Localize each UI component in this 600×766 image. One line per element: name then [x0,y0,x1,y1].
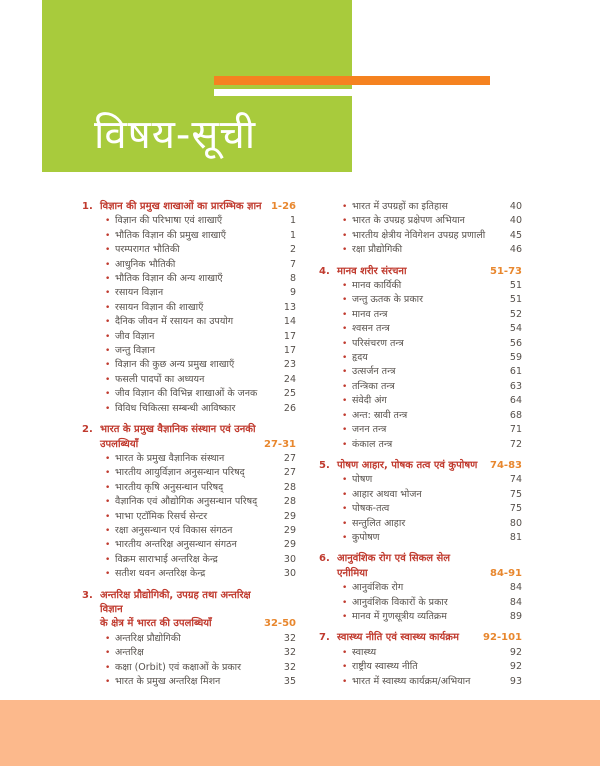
section-number: 1. [82,201,93,212]
toc-item [319,409,522,423]
toc-section [319,552,522,624]
section-heading [82,423,296,452]
bullet-icon: • [105,374,111,385]
section-page-range: 32-50 [264,618,296,630]
bullet-icon: • [342,489,348,500]
toc-item [319,279,522,293]
section-number: 5. [319,459,330,471]
toc-item [82,258,296,272]
item-label: तन्त्रिका तन्त्र [352,380,395,392]
toc-item [82,272,296,286]
page-title: विषय-सूची [94,112,257,158]
bullet-icon: • [342,475,348,486]
section-title [337,459,484,473]
item-page-number: 32 [283,661,296,673]
bullet-icon: • [105,346,111,357]
section-page-range: 84-91 [490,567,522,579]
item-label: स्वास्थ्य [352,646,377,658]
item-label: भारत में स्वास्थ्य कार्यक्रम/अभियान [352,675,471,687]
item-label: जीव विज्ञान [115,330,155,342]
bullet-icon: • [342,367,348,378]
section-title-line: स्वास्थ्य नीति एवं स्वास्थ्य कार्यक्रम [337,632,459,644]
item-label: अन्तरिक्ष प्रौद्योगिकी [115,632,181,644]
bullet-icon: • [342,647,348,658]
item-page-number: 75 [509,503,522,515]
item-page-number: 25 [283,388,296,400]
item-label: पोषक-तत्व [352,503,390,515]
section-page-range: 51-73 [490,265,522,277]
section-title [100,423,258,452]
toc-item [82,646,296,660]
item-page-number: 1 [289,215,296,227]
item-label: रक्षा अनुसन्धान एवं विकास संगठन [115,524,233,536]
toc-item [82,675,296,689]
item-label: रसायन विज्ञान [115,287,164,299]
bullet-icon: • [342,295,348,306]
item-label: सतीश धवन अन्तरिक्ष केन्द्र [115,568,206,580]
item-page-number: 68 [509,409,522,421]
item-page-number: 23 [283,359,296,371]
bullet-icon: • [105,360,111,371]
section-title [337,631,477,645]
item-page-number: 54 [509,323,522,335]
toc-item [319,322,522,336]
bullet-icon: • [105,245,111,256]
item-label: दैनिक जीवन में रसायन का उपयोग [115,316,234,328]
item-label: रक्षा प्रौद्योगिकी [352,244,403,256]
toc-item [319,517,522,531]
item-label: भारत के प्रमुख अन्तरिक्ष मिशन [115,676,221,687]
bullet-icon: • [105,389,111,400]
section-title-line: उपलब्धियाँ [100,438,139,450]
toc-section [319,459,522,545]
bullet-icon: • [105,216,111,227]
toc-item [82,538,296,552]
item-label: कंकाल तन्त्र [352,438,393,450]
item-label: हृदय [352,352,368,364]
toc-section [319,200,522,258]
bullet-icon: • [342,245,348,256]
item-label: श्वसन तन्त्र [352,323,390,335]
item-page-number: 26 [283,402,296,414]
item-page-number: 89 [509,610,522,622]
bullet-icon: • [105,403,111,414]
toc-item [319,308,522,322]
bullet-icon: • [105,540,111,551]
item-label: भारतीय कृषि अनुसन्धान परिषद् [115,481,224,493]
toc-item [319,502,522,516]
item-label: भाभा एटॉमिक रिसर्च सेन्टर [115,510,208,522]
white-accent-line [214,89,352,96]
item-page-number: 71 [509,424,522,436]
toc-item [319,243,522,257]
bullet-icon: • [342,425,348,436]
item-label: विज्ञान की परिभाषा एवं शाखाएँ [115,215,223,227]
item-page-number: 80 [509,517,522,529]
toc-item [82,387,296,401]
item-label: संवेदी अंग [352,395,387,407]
bullet-icon: • [105,662,111,673]
item-page-number: 17 [283,330,296,342]
bullet-icon: • [342,676,348,687]
bullet-icon: • [342,504,348,515]
toc-item [82,495,296,509]
header-green-block [42,0,352,172]
item-page-number: 30 [283,568,296,580]
item-label: भारतीय अन्तरिक्ष अनुसन्धान संगठन [115,539,237,551]
toc-item [319,365,522,379]
orange-accent-bar [214,76,490,85]
bullet-icon: • [105,230,111,241]
section-heading [319,552,522,581]
section-page-range: 92-101 [483,632,522,644]
toc-item [82,524,296,538]
item-page-number: 8 [289,273,296,285]
item-page-number: 92 [509,661,522,673]
bullet-icon: • [105,259,111,270]
item-page-number: 93 [509,675,522,687]
item-label: जन्तु विज्ञान [115,345,155,357]
item-page-number: 63 [509,380,522,392]
item-page-number: 13 [283,301,296,313]
section-heading [82,200,296,214]
toc-item [319,214,522,228]
toc-item [82,481,296,495]
item-page-number: 75 [509,488,522,500]
item-label: भारत के प्रमुख वैज्ञानिक संस्थान [115,452,225,464]
item-label: कुपोषण [352,531,380,543]
item-page-number: 30 [283,553,296,565]
item-page-number: 59 [509,352,522,364]
toc-item [319,581,522,595]
toc-item [82,510,296,524]
item-label: भारत में उपग्रहों का इतिहास [352,201,448,212]
section-title [100,589,258,632]
item-page-number: 32 [283,632,296,644]
item-label: सन्तुलित आहार [352,517,406,529]
section-number: 4. [319,265,330,277]
item-label: राष्ट्रीय स्वास्थ्य नीति [352,661,418,673]
toc-item [82,567,296,581]
section-title-line: मानव शरीर संरचना [337,265,407,277]
bullet-icon: • [342,583,348,594]
item-label: वैज्ञानिक एवं औद्योगिक अनुसन्धान परिषद् [115,496,258,508]
item-label: भारत के उपग्रह प्रक्षेपण अभियान [352,215,465,227]
bullet-icon: • [342,532,348,543]
toc-item [319,351,522,365]
bullet-icon: • [342,281,348,292]
toc-item [82,243,296,257]
section-heading [319,265,522,279]
item-page-number: 29 [283,510,296,522]
item-page-number: 35 [283,676,296,687]
item-label: जनन तन्त्र [352,424,387,436]
bullet-icon: • [105,331,111,342]
section-heading [82,589,296,632]
toc-item [82,373,296,387]
item-label: आनुवंशिक विकारों के प्रकार [352,596,448,608]
bullet-icon: • [342,518,348,529]
item-page-number: 84 [509,596,522,608]
toc-item [319,423,522,437]
bullet-icon: • [105,453,111,464]
section-title-line: पोषण आहार, पोषक तत्व एवं कुपोषण [337,459,478,471]
toc-section [82,200,296,416]
item-page-number: 40 [509,201,522,212]
item-page-number: 29 [283,539,296,551]
item-label: भारतीय क्षेत्रीय नेविगेशन उपग्रह प्रणाली [352,229,486,241]
bullet-icon: • [342,410,348,421]
bullet-icon: • [105,317,111,328]
toc-item [82,553,296,567]
toc-right-column [319,200,522,693]
item-label: मानव में गुणसूत्रीय व्यतिक्रम [352,610,447,622]
bullet-icon: • [105,569,111,580]
bullet-icon: • [342,353,348,364]
toc-item [82,344,296,358]
bullet-icon: • [342,396,348,407]
toc-item [82,229,296,243]
item-label: विविध चिकित्सा सम्बन्धी आविष्कार [115,402,236,414]
section-page-range: 1-26 [270,201,296,212]
item-page-number: 81 [509,531,522,543]
toc-item [82,330,296,344]
item-label: परिसंचरण तन्त्र [352,337,404,349]
item-page-number: 56 [509,337,522,349]
item-page-number: 61 [509,366,522,378]
bullet-icon: • [105,633,111,644]
bullet-icon: • [105,525,111,536]
bullet-icon: • [342,230,348,241]
item-page-number: 32 [283,647,296,659]
toc-item [319,337,522,351]
section-number: 6. [319,553,330,565]
section-title [337,552,484,581]
toc-item [82,402,296,416]
item-page-number: 51 [509,280,522,292]
bullet-icon: • [105,468,111,479]
item-page-number: 52 [509,308,522,320]
item-page-number: 45 [509,229,522,241]
toc-item [82,661,296,675]
bullet-icon: • [342,597,348,608]
item-label: भौतिक विज्ञान की प्रमुख शाखाएँ [115,229,226,241]
toc-item [319,394,522,408]
item-page-number: 2 [289,244,296,256]
toc-item [82,358,296,372]
item-page-number: 51 [509,294,522,306]
section-title-line: के क्षेत्र में भारत की उपलब्धियाँ [100,618,212,630]
item-label: मानव तन्त्र [352,308,388,320]
item-page-number: 64 [509,395,522,407]
toc-item [319,660,522,674]
bullet-icon: • [342,439,348,450]
bullet-icon: • [342,202,348,212]
toc-section [82,589,296,690]
item-page-number: 27 [283,467,296,479]
toc-item [82,214,296,228]
item-label: विज्ञान की कुछ अन्य प्रमुख शाखाएँ [115,359,235,371]
toc-item [319,646,522,660]
bullet-icon: • [105,497,111,508]
toc-item [82,632,296,646]
item-page-number: 27 [283,452,296,464]
item-page-number: 1 [289,229,296,241]
section-title [337,265,484,279]
toc-item [319,293,522,307]
section-heading [319,459,522,473]
item-page-number: 74 [509,474,522,486]
item-page-number: 29 [283,524,296,536]
item-page-number: 17 [283,345,296,357]
item-label: परम्परागत भौतिकी [115,244,180,256]
toc-item [319,488,522,502]
section-number: 3. [82,589,93,601]
toc-item [82,286,296,300]
toc-item [319,200,522,214]
item-page-number: 92 [509,646,522,658]
item-label: आहार अथवा भोजन [352,488,422,500]
item-page-number: 84 [509,582,522,594]
bullet-icon: • [342,309,348,320]
item-page-number: 14 [283,316,296,328]
toc-item [319,531,522,545]
bullet-icon: • [105,554,111,565]
section-title-line: भारत के प्रमुख वैज्ञानिक संस्थान एवं उनकी [100,424,256,436]
toc-left-column [82,200,296,693]
item-label: अन्त: स्रावी तन्त्र [352,409,408,421]
bullet-icon: • [342,611,348,622]
bullet-icon: • [105,648,111,659]
bullet-icon: • [342,216,348,227]
toc-item [319,675,522,689]
section-heading [319,631,522,645]
item-page-number: 40 [509,215,522,227]
section-number: 7. [319,632,330,644]
toc-item [319,473,522,487]
bullet-icon: • [342,338,348,349]
item-label: जन्तु ऊतक के प्रकार [352,294,423,306]
toc-item [82,452,296,466]
section-number: 2. [82,424,93,436]
item-label: विक्रम साराभाई अन्तरिक्ष केन्द्र [115,553,218,565]
bullet-icon: • [105,274,111,285]
toc-section [82,423,296,581]
item-label: भौतिक विज्ञान की अन्य शाखाएँ [115,273,223,285]
item-page-number: 9 [289,287,296,299]
bullet-icon: • [342,381,348,392]
bullet-icon: • [105,511,111,522]
bullet-icon: • [105,482,111,493]
item-label: भारतीय आयुर्विज्ञान अनुसन्धान परिषद् [115,467,245,479]
item-label: रसायन विज्ञान की शाखाएँ [115,301,204,313]
toc-item [319,229,522,243]
toc-item [82,466,296,480]
bullet-icon: • [105,288,111,299]
toc-item [319,596,522,610]
item-page-number: 28 [283,496,296,508]
toc-item [319,610,522,624]
section-page-range: 74-83 [490,459,522,471]
item-page-number: 46 [509,244,522,256]
item-label: आनुवंशिक रोग [352,582,404,594]
footer-peach-bar [0,700,600,766]
toc-section [319,631,522,689]
item-label: अन्तरिक्ष [115,647,144,659]
item-label: पोषण [352,474,373,486]
toc-section [319,265,522,452]
item-label: कक्षा (Orbit) एवं कक्षाओं के प्रकार [115,661,242,673]
bullet-icon: • [342,324,348,335]
toc-item [82,301,296,315]
section-title [100,200,265,214]
toc-item [82,315,296,329]
toc-item [319,380,522,394]
item-label: फसली पादपों का अध्ययन [115,373,205,385]
item-label: उत्सर्जन तन्त्र [352,366,396,378]
toc-item [319,438,522,452]
bullet-icon: • [105,302,111,313]
item-label: मानव कार्यिकी [352,280,402,292]
item-label: आधुनिक भौतिकी [115,258,176,270]
section-title-line: आनुवंशिक रोग एवं सिकल सेल एनीमिया [337,553,451,579]
item-page-number: 72 [509,438,522,450]
item-page-number: 24 [283,373,296,385]
bullet-icon: • [342,662,348,673]
item-label: जीव विज्ञान की विभिन्न शाखाओं के जनक [115,388,258,400]
item-page-number: 28 [283,481,296,493]
section-title-line: विज्ञान की प्रमुख शाखाओं का प्रारम्भिक ज्ञान [100,201,262,212]
bullet-icon: • [105,677,111,687]
section-title-line: अन्तरिक्ष प्रौद्योगिकी, उपग्रह तथा अन्तरिक्ष विज्ञान [100,589,251,615]
section-page-range: 27-31 [264,438,296,450]
toc-content [82,200,522,693]
item-page-number: 7 [289,258,296,270]
